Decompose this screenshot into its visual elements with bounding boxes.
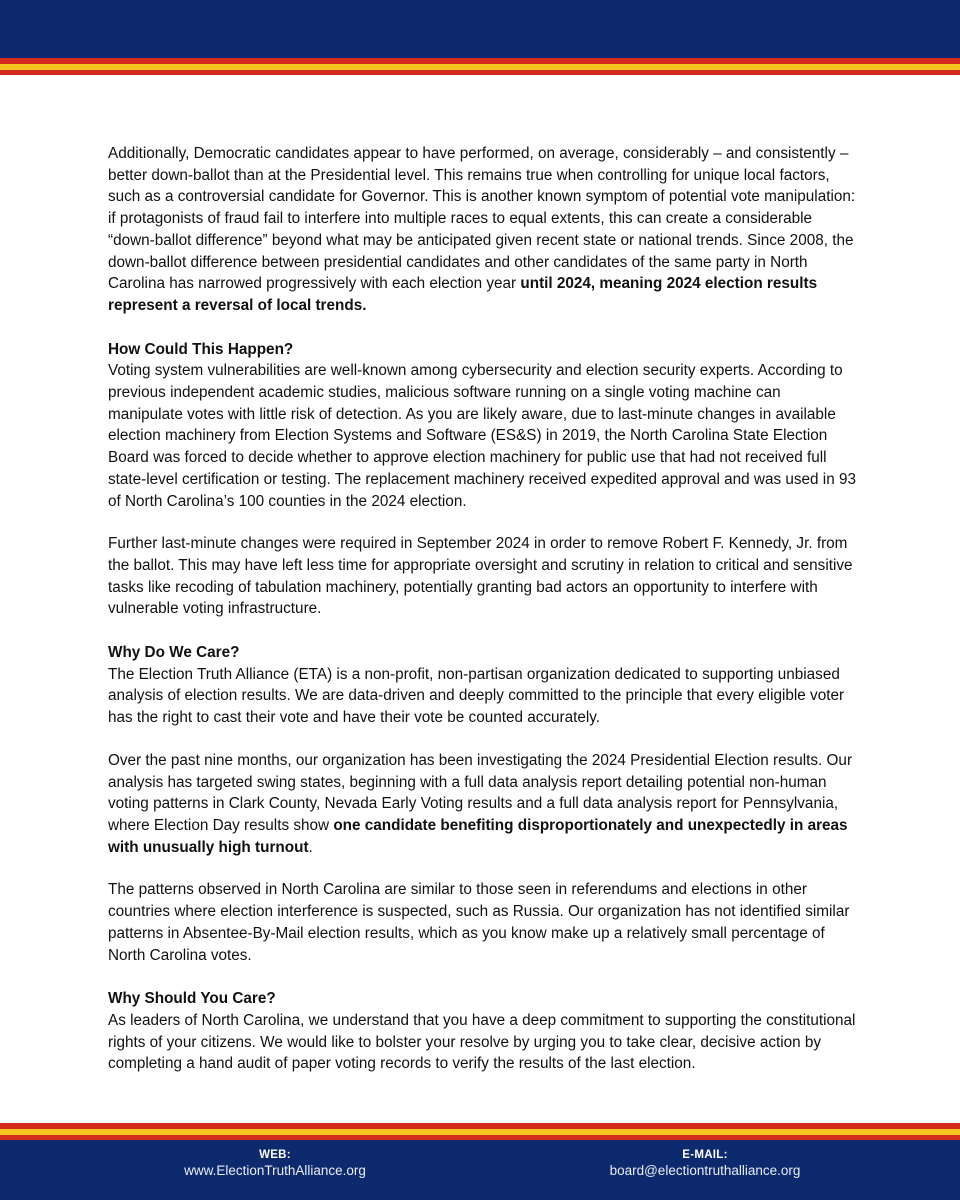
heading-why-do-we-care: Why Do We Care? — [108, 644, 240, 662]
email-link[interactable]: board@electiontruthalliance.org — [609, 1163, 801, 1178]
paragraph-text: Over the past nine months, our organization has been investigating the 2024 Presidential Election results. Our analysis has targeted swing states, beginning with a full data analysis report detailing potential non-human voting patterns in Clark County, Nevada Early Voting results and a full data analysis report for Pennsylvania, where Election Day results show — [108, 751, 853, 834]
bold-emphasis: one candidate benefiting disproportionately and unexpectedly in areas with unusually high turnout — [108, 816, 848, 856]
web-label: WEB: — [259, 1149, 291, 1161]
paragraph-eta-mission: The Election Truth Alliance (ETA) is a non-profit, non-partisan organization dedicated to supporting unbiased analysis of election results. We are data-driven and deeply committed to the principle that every eligible voter has the right to cast their vote and have their vote be counted accurately. — [108, 665, 845, 727]
heading-why-should-you-care: Why Should You Care? — [108, 990, 276, 1008]
header-navy-bar — [0, 0, 960, 58]
bold-emphasis: until 2024, meaning 2024 election results represent a reversal of local trends. — [108, 275, 818, 314]
web-link[interactable]: www.ElectionTruthAlliance.org — [184, 1163, 366, 1178]
paragraph-period: . — [308, 838, 313, 856]
paragraph-down-ballot — [108, 143, 856, 317]
paragraph-patterns: The patterns observed in North Carolina are similar to those seen in referendums and elections in other countries where election interference is suspected, such as Russia. Our organization has not identified similar patterns in Absentee-By-Mail election results, which as you know make up a relatively small percentage of North Carolina votes. — [108, 881, 850, 964]
paragraph-vulnerabilities: Voting system vulnerabilities are well-known among cybersecurity and election security experts. According to previous independent academic studies, malicious software running on a single voting machine can manipulate votes with little risk of detection. As you are likely aware, due to last-minute changes in available election machinery from Election Systems and Software (ES&S) in 2019, the North Carolina State Election Board was forced to decide whether to approve election machinery for public use that had not received full state-level certification or testing. The replacement machinery received expedited approval and was used in 93 of North Carolina’s 100 counties in the 2024 election. — [108, 362, 856, 510]
paragraph-last-minute-changes: Further last-minute changes were required in September 2024 in order to remove Robert F. Kennedy, Jr. from the ballot. This may have left less time for appropriate oversight and scrutiny in relation to critical and sensitive tasks like recoding of tabulation machinery, potentially granting bad actors an opportunity to interfere with vulnerable voting infrastructure. — [108, 535, 853, 618]
paragraph-investigation — [108, 750, 856, 859]
paragraph-call-to-action: As leaders of North Carolina, we understand that you have a deep commitment to supporting the constitutional rights of your citizens. We would like to bolster your resolve by urging you to take clear, decisive action by completing a hand audit of paper voting records to verify the results of the last election. — [108, 1011, 856, 1073]
heading-how-could-this-happen: How Could This Happen? — [108, 340, 294, 358]
letter-body — [108, 143, 856, 1096]
footer-email — [580, 1148, 830, 1180]
header-red-stripe-2 — [0, 70, 960, 75]
footer-web — [150, 1148, 400, 1180]
paragraph-text: Additionally, Democratic candidates appear to have performed, on average, considerably – and consistently – better down-ballot than at the Presidential level. This remains true when controlling for unique local factors, such as a controversial candidate for Governor. This is another known symptom of potential vote manipulation: if protagonists of fraud fail to interfere into multiple races to equal extents, this can create a considerable “down-ballot difference” beyond what may be anticipated given recent state or national trends. Since 2008, the down-ballot difference between presidential candidates and other candidates of the same party in North Carolina has narrowed progressively with each election year — [108, 145, 856, 293]
email-label: E-MAIL: — [682, 1149, 728, 1161]
